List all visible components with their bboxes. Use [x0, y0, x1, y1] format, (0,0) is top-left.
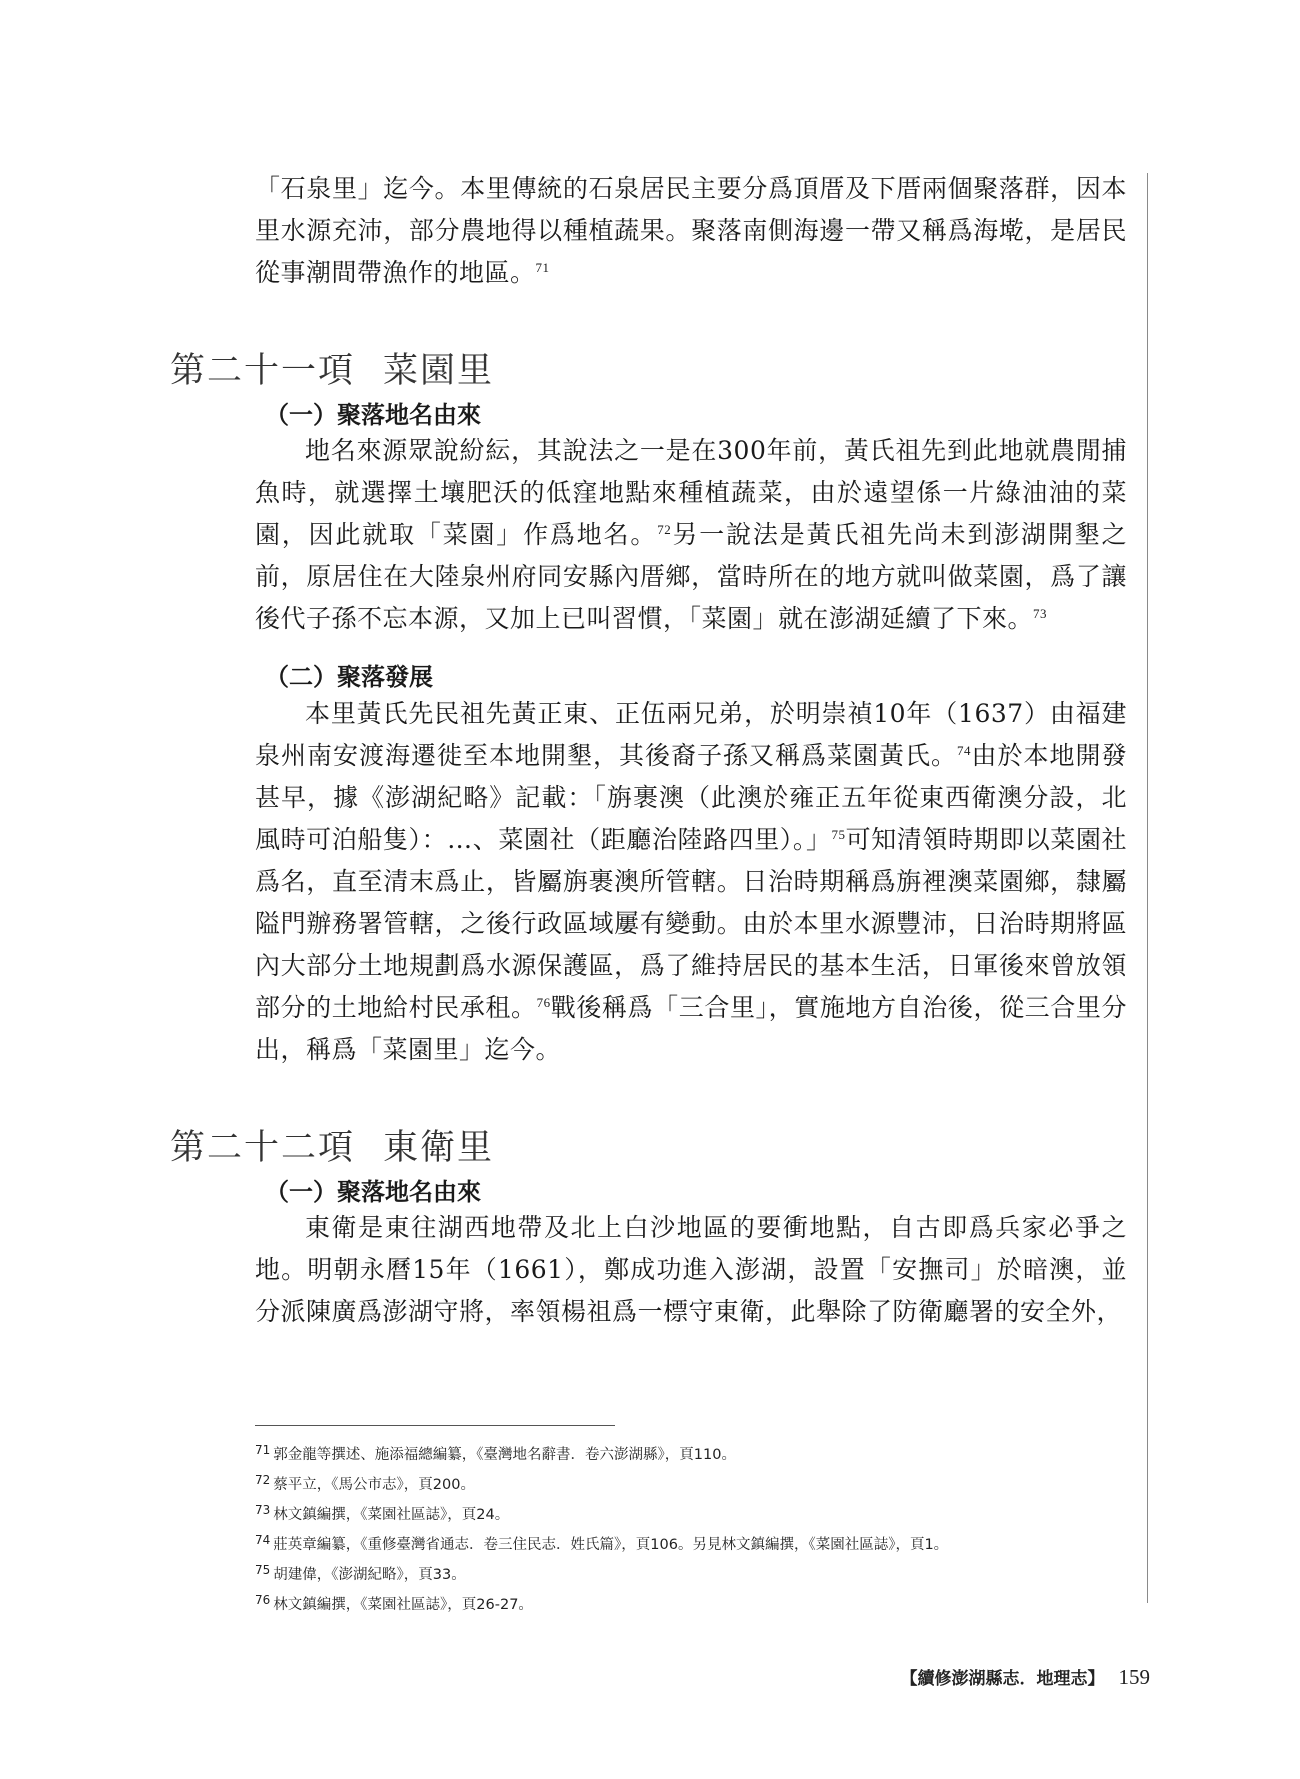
footnote-ref[interactable]: 76	[536, 995, 551, 1010]
section22-origin-block	[255, 1207, 1127, 1333]
footnote-ref[interactable]: 71	[535, 260, 550, 275]
footnote-ref[interactable]: 73	[1033, 606, 1048, 621]
intro-paragraph: 「石泉里」迄今。本里傳統的石泉居民主要分爲頂厝及下厝兩個聚落群，因本里水源充沛，部分農地得以種植蔬果。聚落南側海邊一帶又稱爲海墘，是居民從事潮間帶漁作的地區。$^{71}$	[255, 174, 1127, 287]
footnote-ref[interactable]: 74	[956, 743, 971, 758]
footnote-ref[interactable]: 75	[831, 827, 846, 842]
footnote-item: $^{75}$ 胡建偉，《澎湖紀略》，頁33。	[255, 1563, 466, 1583]
section-name: 東衛里	[383, 1128, 495, 1168]
section-name: 菜園里	[383, 351, 495, 391]
footnote-item: $^{76}$ 林文鎮編撰，《菜園社區誌》，頁26-27。	[255, 1593, 533, 1613]
section-number: 第二十一項	[170, 351, 356, 391]
section21-origin-block	[255, 430, 1127, 640]
section-heading-21	[170, 343, 494, 393]
section-number: 第二十二項	[170, 1128, 356, 1168]
section-heading-22	[170, 1120, 494, 1170]
footnote-item: $^{73}$ 林文鎮編撰，《菜園社區誌》，頁24。	[255, 1503, 510, 1523]
running-footer	[901, 1664, 1151, 1690]
footnotes	[255, 1438, 1135, 1618]
footnote-item: $^{71}$ 郭金龍等撰述、施添福總編纂，《臺灣地名辭書．卷六澎湖縣》，頁110。	[255, 1443, 736, 1463]
subheading-origin-22: （一）聚落地名由來	[265, 1178, 481, 1206]
origin-paragraph: 地名來源眾說紛紜，其說法之一是在300年前，黃氏祖先到此地就農閒捕魚時，就選擇土壤肥沃的低窪地點來種植蔬菜，由於遠望係一片綠油油的菜園，因此就取「菜園」作爲地名。$^{72}$另一說法是黃氏祖先尚未到澎湖開墾之前，原居住在大陸泉州府同安縣內厝鄉，當時所在的地方就叫做菜園，爲了讓後代子孫不忘本源，又加上已叫習慣，「菜園」就在澎湖延續了下來。$^{73}$	[255, 436, 1127, 633]
subheading-origin: （一）聚落地名由來	[265, 401, 481, 429]
subheading-development: （二）聚落發展	[265, 663, 433, 691]
footnote-item: $^{74}$ 莊英章編纂，《重修臺灣省通志．卷三住民志．姓氏篇》，頁106。另見林文鎮編撰，《菜園社區誌》，頁1。	[255, 1533, 949, 1553]
page-number: 159	[1118, 1665, 1150, 1689]
book-title: 【續修澎湖縣志．地理志】	[900, 1669, 1105, 1689]
origin-paragraph-22: 東衛是東往湖西地帶及北上白沙地區的要衝地點，自古即爲兵家必爭之地。明朝永曆15年（1661），鄭成功進入澎湖，設置「安撫司」於暗澳，並分派陳廣爲澎湖守將，率領楊祖爲一標守東衛，此舉除了防衛廳署的安全外，	[255, 1213, 1127, 1326]
development-paragraph: 本里黃氏先民祖先黃正東、正伍兩兄弟，於明崇禎10年（1637）由福建泉州南安渡海遷徙至本地開墾，其後裔子孫又稱爲菜園黃氏。$^{74}$由於本地開發甚早，據《澎湖紀略》記載：「旃裹澳（此澳於雍正五年從東西衛澳分設，北風時可泊船隻）：…、菜園社（距廳治陸路四里）。」$^{75}$可知清領時期即以菜園社爲名，直至清末爲止，皆屬旃裹澳所管轄。日治時期稱爲旃裡澳菜園鄉，隸屬隘門辦務署管轄，之後行政區域屢有變動。由於本里水源豐沛，日治時期將區內大部分土地規劃爲水源保護區，爲了維持居民的基本生活，日軍後來曾放領部分的土地給村民承租。$^{76}$戰後稱爲「三合里」，實施地方自治後，從三合里分出，稱爲「菜園里」迄今。	[255, 699, 1127, 1064]
footnote-separator	[255, 1425, 615, 1426]
footnote-item: $^{72}$ 蔡平立，《馬公市志》，頁200。	[255, 1473, 475, 1493]
intro-block	[255, 168, 1127, 294]
margin-rule	[1147, 173, 1148, 1603]
footnote-ref[interactable]: 72	[657, 522, 672, 537]
section21-development-block	[255, 693, 1127, 1071]
